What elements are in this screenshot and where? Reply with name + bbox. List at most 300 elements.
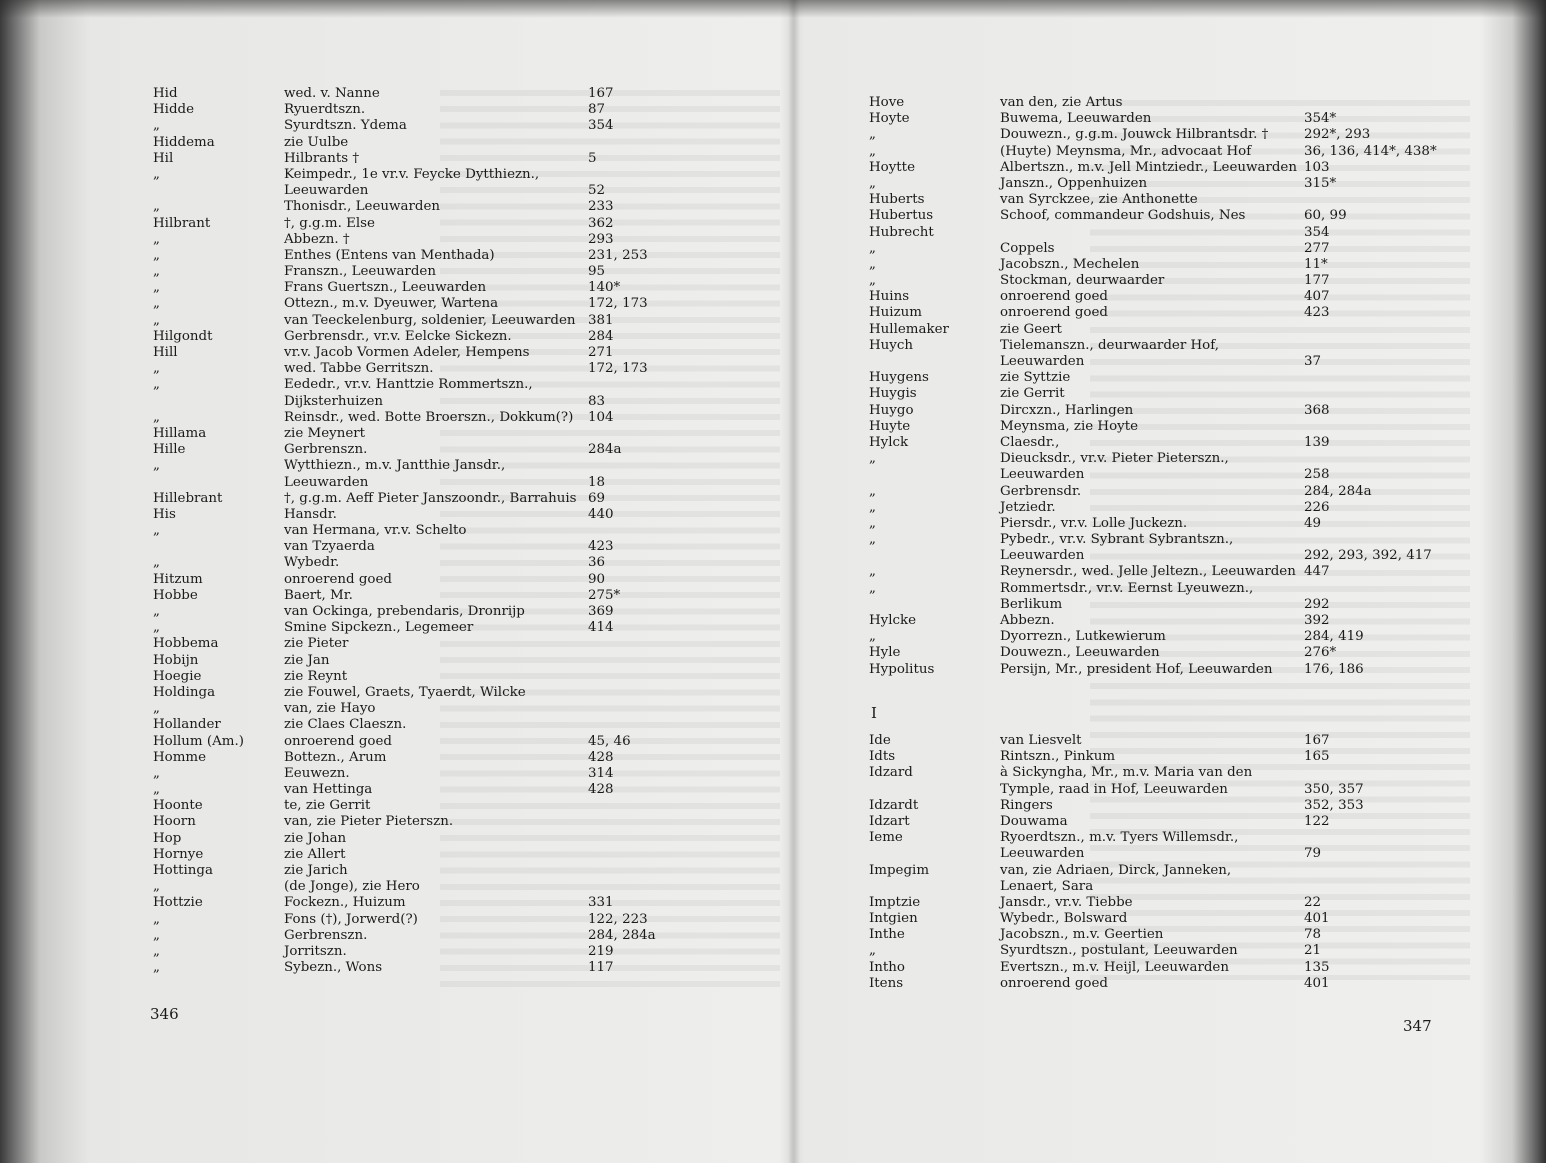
entry-description: Syurdtszn., postulant, Leeuwarden bbox=[1000, 943, 1238, 959]
entry-page-refs: 293 bbox=[588, 231, 614, 247]
index-entry bbox=[0, 895, 790, 911]
index-entry bbox=[800, 960, 1546, 976]
entry-description: Leeuwarden bbox=[1000, 548, 1085, 564]
entry-description: Leeuwarden bbox=[1000, 846, 1085, 862]
entry-name: „ bbox=[153, 911, 160, 927]
index-entry bbox=[0, 475, 790, 491]
index-entry bbox=[800, 419, 1546, 435]
entry-description: Baert, Mr. bbox=[284, 587, 353, 603]
index-entry bbox=[0, 717, 790, 733]
entry-description: zie Meynert bbox=[284, 425, 366, 441]
index-entry bbox=[800, 581, 1546, 597]
entry-description: van Tzyaerda bbox=[284, 539, 375, 555]
index-entry bbox=[0, 426, 790, 442]
index-entry bbox=[0, 280, 790, 296]
entry-name: Impegim bbox=[869, 862, 930, 878]
entry-name: Intgien bbox=[869, 911, 918, 927]
index-entry bbox=[0, 345, 790, 361]
entry-description: Franszn., Leeuwarden bbox=[284, 264, 436, 280]
entry-page-refs: 165 bbox=[1304, 749, 1330, 765]
entry-page-refs: 122, 223 bbox=[588, 911, 648, 927]
entry-page-refs: 440 bbox=[588, 506, 614, 522]
right-page bbox=[800, 0, 1546, 1163]
index-entry bbox=[0, 669, 790, 685]
entry-description: zie Uulbe bbox=[284, 134, 349, 150]
entry-name: „ bbox=[153, 231, 160, 247]
entry-description: zie Pieter bbox=[284, 636, 349, 652]
entry-description: Dyorrezn., Lutkewierum bbox=[1000, 629, 1166, 645]
entry-name: Huins bbox=[869, 289, 910, 305]
entry-page-refs: 284 bbox=[588, 328, 614, 344]
entry-name: „ bbox=[869, 143, 876, 159]
entry-name: „ bbox=[153, 361, 160, 377]
entry-description: Hilbrants † bbox=[284, 150, 360, 166]
entry-page-refs: 122 bbox=[1304, 813, 1330, 829]
entry-description: van, zie Hayo bbox=[284, 701, 376, 717]
index-entry bbox=[0, 102, 790, 118]
entry-description: Ringers bbox=[1000, 797, 1053, 813]
entry-name: Ide bbox=[869, 733, 891, 748]
entry-name: Hidde bbox=[153, 102, 195, 118]
entry-name: Hobijn bbox=[153, 652, 199, 668]
entry-name: Hilbrant bbox=[153, 215, 211, 231]
entry-description: Stockman, deurwaarder bbox=[1000, 273, 1165, 289]
index-entry bbox=[800, 305, 1546, 321]
entry-description: onroerend goed bbox=[284, 733, 392, 749]
entry-description: wed. Tabbe Gerritszn. bbox=[284, 361, 434, 377]
entry-description: Leeuwarden bbox=[284, 474, 369, 490]
entry-page-refs: 90 bbox=[588, 571, 606, 587]
entry-page-refs: 315* bbox=[1304, 175, 1337, 191]
entry-page-refs: 350, 357 bbox=[1304, 781, 1364, 797]
entry-name: „ bbox=[869, 483, 876, 499]
index-entry bbox=[800, 814, 1546, 830]
index-entry bbox=[800, 322, 1546, 338]
entry-description: Thonisdr., Leeuwarden bbox=[284, 199, 440, 215]
entry-description: Gerbrenszn. bbox=[284, 927, 368, 943]
entry-page-refs: 22 bbox=[1304, 894, 1322, 910]
entry-name: Intho bbox=[869, 959, 905, 975]
entry-page-refs: 423 bbox=[588, 539, 614, 555]
entry-page-refs: 381 bbox=[588, 312, 614, 328]
index-entry bbox=[800, 403, 1546, 419]
index-entry bbox=[800, 467, 1546, 483]
entry-description: (de Jonge), zie Hero bbox=[284, 879, 420, 895]
index-entry bbox=[0, 555, 790, 571]
entry-description: Dieucksdr., vr.v. Pieter Pieterszn., bbox=[1000, 451, 1229, 467]
index-entry bbox=[800, 241, 1546, 257]
index-entry bbox=[800, 160, 1546, 176]
entry-page-refs: 392 bbox=[1304, 613, 1330, 628]
entry-name: Hitzum bbox=[153, 571, 203, 587]
entry-name: Holdinga bbox=[153, 684, 216, 700]
entry-description: Fons (†), Jorwerd(?) bbox=[284, 911, 418, 927]
entry-page-refs: 60, 99 bbox=[1304, 208, 1347, 224]
entry-page-refs: 18 bbox=[588, 474, 606, 490]
index-entry bbox=[0, 814, 790, 830]
entry-page-refs: 401 bbox=[1304, 975, 1330, 991]
entry-description: Tymple, raad in Hof, Leeuwarden bbox=[1000, 781, 1228, 797]
entry-description: Eededr., vr.v. Hanttzie Rommertszn., bbox=[284, 377, 533, 393]
entry-description: Smine Sipckezn., Legemeer bbox=[284, 620, 474, 636]
entry-description: van, zie Adriaen, Dirck, Janneken, bbox=[1000, 862, 1232, 878]
index-entry bbox=[800, 532, 1546, 548]
index-entry bbox=[800, 289, 1546, 305]
entry-page-refs: 331 bbox=[588, 895, 614, 911]
entry-description: zie Claes Claeszn. bbox=[284, 717, 407, 733]
entry-page-refs: 36, 136, 414*, 438* bbox=[1304, 143, 1437, 159]
entry-page-refs: 83 bbox=[588, 393, 606, 409]
index-entry bbox=[0, 782, 790, 798]
entry-description: Gerbrenszn. bbox=[284, 442, 368, 458]
index-entry bbox=[800, 370, 1546, 386]
entry-page-refs: 284, 284a bbox=[588, 927, 656, 943]
entry-description: Douwezn., g.g.m. Jouwck Hilbrantsdr. † bbox=[1000, 127, 1269, 143]
page-number-right: 347 bbox=[1403, 1017, 1432, 1035]
index-entry bbox=[800, 144, 1546, 160]
entry-name: Hottinga bbox=[153, 863, 213, 878]
entry-page-refs: 352, 353 bbox=[1304, 797, 1364, 813]
index-entry bbox=[0, 491, 790, 507]
index-entry bbox=[0, 960, 790, 976]
index-entry bbox=[0, 86, 790, 102]
entry-name: „ bbox=[869, 515, 876, 531]
entry-description: van Hermana, vr.v. Schelto bbox=[284, 523, 467, 539]
index-entry bbox=[800, 895, 1546, 911]
entry-name: Hornye bbox=[153, 846, 204, 862]
entry-page-refs: 354 bbox=[1304, 224, 1330, 240]
index-entry bbox=[0, 135, 790, 151]
entry-description: van Ockinga, prebendaris, Dronrijp bbox=[284, 604, 525, 619]
entry-name: Hobbema bbox=[153, 636, 219, 652]
index-entry bbox=[0, 377, 790, 393]
entry-description: wed. v. Nanne bbox=[284, 86, 380, 101]
index-entry bbox=[0, 879, 790, 895]
entry-description: Lenaert, Sara bbox=[1000, 878, 1094, 894]
entry-page-refs: 140* bbox=[588, 280, 621, 296]
entry-name: „ bbox=[869, 451, 876, 467]
entry-name: Idzard bbox=[869, 765, 913, 781]
index-entry bbox=[800, 354, 1546, 370]
entry-description: Piersdr., vr.v. Lolle Juckezn. bbox=[1000, 515, 1188, 531]
entry-name: „ bbox=[869, 175, 876, 191]
entry-name: Hilgondt bbox=[153, 328, 213, 344]
entry-name: Hillama bbox=[153, 425, 207, 441]
entry-name: Hubrecht bbox=[869, 224, 934, 240]
entry-page-refs: 95 bbox=[588, 264, 606, 280]
entry-description: Albertszn., m.v. Jell Mintziedr., Leeuwarden bbox=[1000, 159, 1297, 175]
entry-name: „ bbox=[869, 240, 876, 256]
entry-name: Huygens bbox=[869, 370, 929, 386]
index-entry bbox=[0, 636, 790, 652]
index-entry bbox=[800, 127, 1546, 143]
entry-description: zie Jan bbox=[284, 652, 330, 668]
entry-description: †, g.g.m. Aeff Pieter Janszoondr., Barrahuis bbox=[284, 490, 577, 506]
entry-page-refs: 176, 186 bbox=[1304, 661, 1364, 677]
index-entry bbox=[0, 912, 790, 928]
entry-page-refs: 292 bbox=[1304, 596, 1330, 612]
entry-name: „ bbox=[153, 199, 160, 215]
index-entry bbox=[800, 516, 1546, 532]
entry-description: Enthes (Entens van Menthada) bbox=[284, 247, 495, 263]
entry-name: Hubertus bbox=[869, 208, 934, 224]
entry-page-refs: 45, 46 bbox=[588, 733, 631, 749]
entry-name: Hiddema bbox=[153, 134, 215, 150]
entry-page-refs: 231, 253 bbox=[588, 247, 648, 263]
right-index-list-h bbox=[800, 95, 1546, 678]
entry-description: te, zie Gerrit bbox=[284, 798, 371, 814]
index-entry bbox=[0, 572, 790, 588]
entry-name: Huygo bbox=[869, 402, 914, 418]
entry-description: onroerend goed bbox=[284, 571, 392, 587]
entry-description: Abbezn. † bbox=[284, 231, 350, 247]
entry-description: zie Gerrit bbox=[1000, 386, 1065, 402]
index-entry bbox=[0, 766, 790, 782]
entry-description: van Hettinga bbox=[284, 782, 373, 798]
index-entry bbox=[0, 296, 790, 312]
entry-name: „ bbox=[869, 580, 876, 596]
entry-description: Rintszn., Pinkum bbox=[1000, 749, 1116, 765]
entry-page-refs: 292, 293, 392, 417 bbox=[1304, 548, 1432, 564]
entry-name: Ieme bbox=[869, 830, 903, 846]
index-entry bbox=[800, 484, 1546, 500]
index-entry bbox=[0, 329, 790, 345]
entry-page-refs: 37 bbox=[1304, 354, 1322, 369]
entry-name: „ bbox=[153, 960, 160, 976]
entry-name: Idzardt bbox=[869, 797, 919, 813]
entry-page-refs: 292*, 293 bbox=[1304, 127, 1371, 143]
index-entry bbox=[800, 613, 1546, 629]
entry-page-refs: 167 bbox=[588, 86, 614, 101]
entry-page-refs: 447 bbox=[1304, 564, 1330, 580]
entry-name: Huizum bbox=[869, 305, 922, 321]
entry-name: Hoegie bbox=[153, 668, 202, 684]
entry-description: Janszn., Oppenhuizen bbox=[1000, 175, 1148, 191]
entry-name: „ bbox=[153, 312, 160, 328]
entry-description: zie Fouwel, Graets, Tyaerdt, Wilcke bbox=[284, 684, 526, 700]
index-entry bbox=[0, 410, 790, 426]
index-entry bbox=[800, 798, 1546, 814]
entry-name: Imptzie bbox=[869, 894, 921, 910]
index-entry bbox=[800, 597, 1546, 613]
entry-page-refs: 172, 173 bbox=[588, 296, 648, 312]
index-entry bbox=[800, 192, 1546, 208]
index-entry bbox=[800, 338, 1546, 354]
entry-page-refs: 139 bbox=[1304, 434, 1330, 450]
entry-page-refs: 177 bbox=[1304, 273, 1330, 289]
entry-page-refs: 314 bbox=[588, 765, 614, 781]
entry-description: Ryoerdtszn., m.v. Tyers Willemsdr., bbox=[1000, 830, 1239, 846]
entry-description: zie Geert bbox=[1000, 321, 1062, 337]
index-entry bbox=[800, 225, 1546, 241]
entry-name: „ bbox=[153, 879, 160, 895]
entry-name: „ bbox=[153, 523, 160, 539]
index-entry bbox=[800, 733, 1546, 749]
index-entry bbox=[0, 847, 790, 863]
entry-description: Wybedr., Bolsward bbox=[1000, 911, 1128, 927]
entry-description: onroerend goed bbox=[1000, 289, 1108, 305]
index-entry bbox=[0, 183, 790, 199]
index-entry bbox=[800, 830, 1546, 846]
entry-name: „ bbox=[869, 499, 876, 515]
entry-name: „ bbox=[153, 166, 160, 182]
index-entry bbox=[0, 831, 790, 847]
entry-page-refs: 354* bbox=[1304, 111, 1337, 127]
entry-description: Coppels bbox=[1000, 240, 1055, 256]
index-entry bbox=[800, 782, 1546, 798]
entry-description: à Sickyngha, Mr., m.v. Maria van den bbox=[1000, 765, 1253, 781]
entry-name: „ bbox=[153, 782, 160, 798]
entry-page-refs: 172, 173 bbox=[588, 361, 648, 377]
index-entry bbox=[800, 846, 1546, 862]
entry-page-refs: 414 bbox=[588, 620, 614, 636]
entry-page-refs: 167 bbox=[1304, 733, 1330, 748]
entry-description: Hansdr. bbox=[284, 506, 337, 522]
entry-name: Hullemaker bbox=[869, 321, 949, 337]
entry-page-refs: 104 bbox=[588, 409, 614, 425]
index-entry bbox=[0, 361, 790, 377]
entry-description: Pybedr., vr.v. Sybrant Sybrantszn., bbox=[1000, 532, 1234, 548]
entry-description: Tielemanszn., deurwaarder Hof, bbox=[1000, 337, 1219, 353]
entry-page-refs: 11* bbox=[1304, 256, 1328, 272]
entry-description: Schoof, commandeur Godshuis, Nes bbox=[1000, 208, 1246, 224]
entry-page-refs: 135 bbox=[1304, 959, 1330, 975]
index-entry bbox=[800, 943, 1546, 959]
entry-page-refs: 21 bbox=[1304, 943, 1322, 959]
entry-page-refs: 284, 419 bbox=[1304, 629, 1364, 645]
left-index-list bbox=[0, 86, 790, 976]
entry-page-refs: 368 bbox=[1304, 402, 1330, 418]
entry-name: „ bbox=[153, 620, 160, 636]
entry-description: Wybedr. bbox=[284, 555, 340, 571]
section-letter-i: I bbox=[871, 704, 877, 722]
entry-name: Itens bbox=[869, 975, 904, 991]
entry-page-refs: 36 bbox=[588, 555, 606, 571]
entry-name: Hop bbox=[153, 830, 182, 846]
entry-description: Ryuerdtszn. bbox=[284, 102, 366, 118]
entry-description: Reynersdr., wed. Jelle Jeltezn., Leeuwarden bbox=[1000, 564, 1296, 580]
entry-page-refs: 233 bbox=[588, 199, 614, 215]
entry-page-refs: 258 bbox=[1304, 467, 1330, 483]
entry-name: „ bbox=[869, 127, 876, 143]
entry-description: Leeuwarden bbox=[1000, 467, 1085, 483]
index-entry bbox=[800, 435, 1546, 451]
entry-name: „ bbox=[869, 564, 876, 580]
index-entry bbox=[0, 264, 790, 280]
entry-name: Idts bbox=[869, 749, 896, 765]
index-entry bbox=[0, 199, 790, 215]
index-entry bbox=[0, 232, 790, 248]
index-entry bbox=[0, 151, 790, 167]
index-entry bbox=[800, 500, 1546, 516]
entry-description: van Liesvelt bbox=[1000, 733, 1082, 748]
index-entry bbox=[800, 548, 1546, 564]
entry-name: Inthe bbox=[869, 927, 905, 943]
entry-name: „ bbox=[153, 943, 160, 959]
entry-page-refs: 284, 284a bbox=[1304, 483, 1372, 499]
entry-name: Hottzie bbox=[153, 895, 203, 911]
entry-description: Dircxzn., Harlingen bbox=[1000, 402, 1134, 418]
index-entry bbox=[800, 879, 1546, 895]
entry-description: Douwezn., Leeuwarden bbox=[1000, 645, 1160, 661]
index-entry bbox=[800, 386, 1546, 402]
entry-page-refs: 226 bbox=[1304, 499, 1330, 515]
index-entry bbox=[800, 976, 1546, 992]
index-entry bbox=[800, 911, 1546, 927]
index-entry bbox=[0, 539, 790, 555]
entry-page-refs: 52 bbox=[588, 183, 606, 199]
entry-name: Hyle bbox=[869, 645, 901, 661]
entry-name: Hil bbox=[153, 150, 174, 166]
index-entry bbox=[800, 629, 1546, 645]
index-entry bbox=[800, 111, 1546, 127]
entry-name: „ bbox=[869, 629, 876, 645]
entry-description: Sybezn., Wons bbox=[284, 960, 383, 976]
entry-name: „ bbox=[869, 273, 876, 289]
index-entry bbox=[800, 176, 1546, 192]
entry-name: Hylcke bbox=[869, 613, 917, 628]
entry-name: Huych bbox=[869, 337, 913, 353]
entry-page-refs: 103 bbox=[1304, 159, 1330, 175]
entry-description: Gerbrensdr. bbox=[1000, 483, 1082, 499]
entry-name: Hobbe bbox=[153, 587, 198, 603]
entry-description: zie Syttzie bbox=[1000, 370, 1071, 386]
entry-description: Syurdtszn. Ydema bbox=[284, 118, 407, 134]
entry-name: Hollum (Am.) bbox=[153, 733, 244, 749]
index-entry bbox=[0, 313, 790, 329]
entry-page-refs: 219 bbox=[588, 943, 614, 959]
entry-name: „ bbox=[153, 118, 160, 134]
entry-description: †, g.g.m. Else bbox=[284, 215, 375, 231]
entry-description: van Syrckzee, zie Anthonette bbox=[1000, 192, 1198, 208]
entry-description: Persijn, Mr., president Hof, Leeuwarden bbox=[1000, 661, 1273, 677]
entry-name: His bbox=[153, 506, 176, 522]
index-entry bbox=[0, 507, 790, 523]
entry-page-refs: 284a bbox=[588, 442, 622, 458]
entry-page-refs: 69 bbox=[588, 490, 606, 506]
entry-description: Leeuwarden bbox=[284, 183, 369, 199]
entry-description: Jacobszn., m.v. Geertien bbox=[1000, 927, 1164, 943]
entry-description: Dijksterhuizen bbox=[284, 393, 383, 409]
entry-page-refs: 87 bbox=[588, 102, 606, 118]
entry-name: Hoonte bbox=[153, 798, 203, 814]
index-entry bbox=[800, 765, 1546, 781]
entry-description: onroerend goed bbox=[1000, 975, 1108, 991]
entry-page-refs: 275* bbox=[588, 587, 621, 603]
entry-page-refs: 117 bbox=[588, 960, 614, 976]
entry-name: Huygis bbox=[869, 386, 917, 402]
entry-name: Hypolitus bbox=[869, 661, 935, 677]
index-entry bbox=[0, 701, 790, 717]
entry-name: Hove bbox=[869, 95, 905, 110]
index-entry bbox=[800, 451, 1546, 467]
entry-description: Rommertsdr., vr.v. Eernst Lyeuwezn., bbox=[1000, 580, 1254, 596]
entry-description: Ottezn., m.v. Dyeuwer, Wartena bbox=[284, 296, 499, 312]
index-entry bbox=[800, 95, 1546, 111]
entry-description: zie Johan bbox=[284, 830, 347, 846]
entry-name: „ bbox=[869, 256, 876, 272]
entry-description: vr.v. Jacob Vormen Adeler, Hempens bbox=[284, 345, 530, 360]
entry-description: Berlikum bbox=[1000, 596, 1063, 612]
entry-page-refs: 428 bbox=[588, 749, 614, 765]
entry-name: Huyte bbox=[869, 418, 911, 434]
entry-description: Frans Guertszn., Leeuwarden bbox=[284, 280, 487, 296]
index-entry bbox=[0, 167, 790, 183]
entry-name: Hollander bbox=[153, 717, 221, 733]
entry-description: (Huyte) Meynsma, Mr., advocaat Hof bbox=[1000, 143, 1252, 159]
entry-name: Huberts bbox=[869, 192, 925, 208]
entry-page-refs: 428 bbox=[588, 782, 614, 798]
